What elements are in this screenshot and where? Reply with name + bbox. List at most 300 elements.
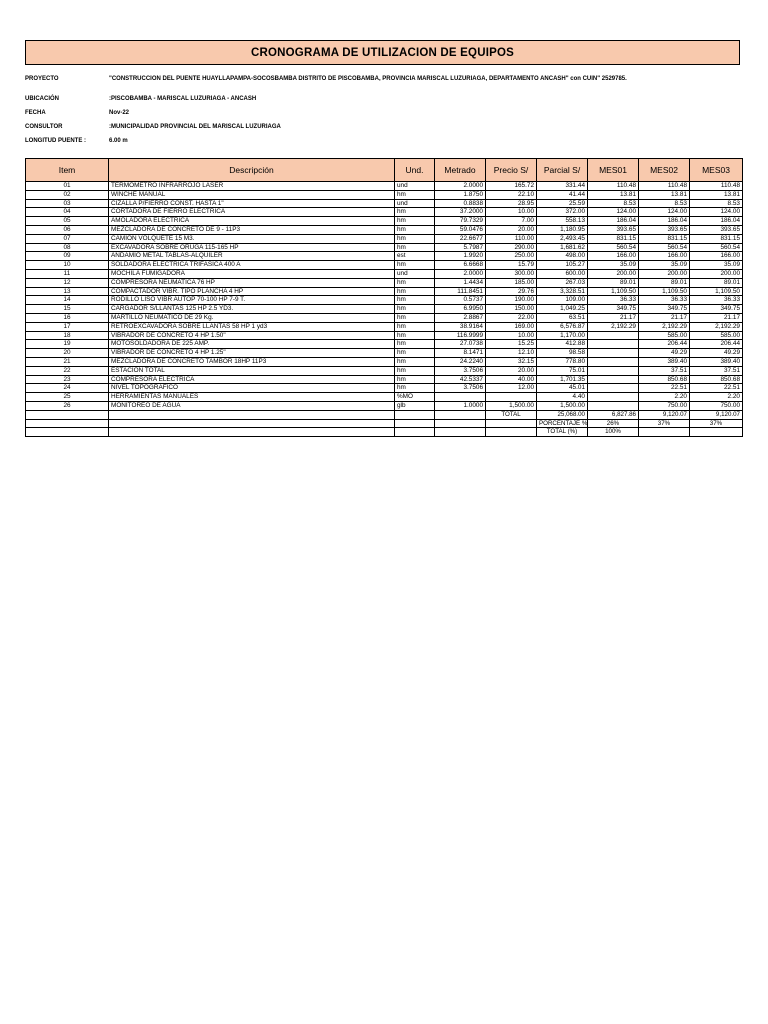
table-row bbox=[26, 305, 743, 314]
cell-description: CIZALLA P/FIERRO CONST. HASTA 1" bbox=[109, 199, 395, 208]
col-header-item: Item bbox=[26, 159, 109, 182]
total-label: TOTAL bbox=[486, 410, 537, 419]
cell-mes02: 850.68 bbox=[639, 375, 690, 384]
cell-description: VIBRADOR DE CONCRETO 4 HP 1.50" bbox=[109, 331, 395, 340]
cell-unit: hm bbox=[395, 208, 435, 217]
cell-item: 14 bbox=[26, 296, 109, 305]
cell-precio: 20.00 bbox=[486, 225, 537, 234]
cell-mes02: 831.15 bbox=[639, 234, 690, 243]
cell-description: CORTADORA DE FIERRO ELECTRICA bbox=[109, 208, 395, 217]
cell-parcial: 267.03 bbox=[537, 278, 588, 287]
meta-row-proyecto bbox=[25, 76, 740, 85]
cell-mes02: 1,109.50 bbox=[639, 287, 690, 296]
cell-precio: 28.95 bbox=[486, 199, 537, 208]
cell-parcial: 778.80 bbox=[537, 357, 588, 366]
cell-unit: hm bbox=[395, 340, 435, 349]
cell-unit: hm bbox=[395, 217, 435, 226]
cell-precio: 110.00 bbox=[486, 234, 537, 243]
cell-unit: %MO bbox=[395, 393, 435, 402]
cell-item: 11 bbox=[26, 269, 109, 278]
table-row bbox=[26, 182, 743, 191]
meta-label-fecha: FECHA bbox=[25, 110, 46, 116]
table-row bbox=[26, 401, 743, 410]
cell-metrado: 2.0000 bbox=[435, 182, 486, 191]
cell-description: MARTILLO NEUMATICO DE 29 Kg. bbox=[109, 313, 395, 322]
meta-row-consultor bbox=[25, 124, 740, 133]
cell-mes03: 37.51 bbox=[690, 366, 743, 375]
cell-parcial: 45.01 bbox=[537, 384, 588, 393]
cell-mes01: 36.33 bbox=[588, 296, 639, 305]
meta-value-ubicacion: :PISCOBAMBA - MARISCAL LUZURIAGA - ANCASH bbox=[109, 96, 257, 102]
cell-item: 10 bbox=[26, 261, 109, 270]
cell-precio: 22.00 bbox=[486, 313, 537, 322]
cell-mes02: 2,192.29 bbox=[639, 322, 690, 331]
cell-item: 24 bbox=[26, 384, 109, 393]
cell-mes01: 560.54 bbox=[588, 243, 639, 252]
cell-unit: hm bbox=[395, 278, 435, 287]
cell-item: 16 bbox=[26, 313, 109, 322]
cell-item: 03 bbox=[26, 199, 109, 208]
cell-unit: hm bbox=[395, 349, 435, 358]
cell-mes03: 124.00 bbox=[690, 208, 743, 217]
cell-item: 02 bbox=[26, 190, 109, 199]
cell-parcial: 63.51 bbox=[537, 313, 588, 322]
cell-mes01: 89.01 bbox=[588, 278, 639, 287]
cell-mes02: 49.29 bbox=[639, 349, 690, 358]
equipment-schedule-table bbox=[25, 158, 743, 437]
total-percentage-value: 100% bbox=[588, 428, 639, 437]
cell-metrado: 38.9164 bbox=[435, 322, 486, 331]
cell-unit: hm bbox=[395, 322, 435, 331]
cell-metrado: 116.9999 bbox=[435, 331, 486, 340]
cell-unit: hm bbox=[395, 305, 435, 314]
cell-description: RETROEXCAVADORA SOBRE LLANTAS 58 HP 1 yd3 bbox=[109, 322, 395, 331]
percentage-mes01: 26% bbox=[588, 419, 639, 428]
cell-parcial: 75.01 bbox=[537, 366, 588, 375]
cell-item: 06 bbox=[26, 225, 109, 234]
cell-metrado: 2.8867 bbox=[435, 313, 486, 322]
cell-mes01 bbox=[588, 349, 639, 358]
document-title-box bbox=[25, 40, 740, 65]
cell-mes01: 349.75 bbox=[588, 305, 639, 314]
cell-mes03: 13.81 bbox=[690, 190, 743, 199]
cell-item: 22 bbox=[26, 366, 109, 375]
cell-mes03: 36.33 bbox=[690, 296, 743, 305]
total-mes01: 6,827.86 bbox=[588, 410, 639, 419]
cell-unit: hm bbox=[395, 313, 435, 322]
table-row bbox=[26, 208, 743, 217]
total-spacer bbox=[109, 410, 395, 419]
totpct-spacer bbox=[690, 428, 743, 437]
cell-mes03: 1,109.50 bbox=[690, 287, 743, 296]
cell-mes01: 124.00 bbox=[588, 208, 639, 217]
cell-unit: und bbox=[395, 199, 435, 208]
totpct-spacer bbox=[486, 428, 537, 437]
cell-mes02: 2.20 bbox=[639, 393, 690, 402]
meta-value-consultor: :MUNICIPALIDAD PROVINCIAL DEL MARISCAL LUZURIAGA bbox=[109, 124, 281, 130]
cell-item: 05 bbox=[26, 217, 109, 226]
cell-mes03: 349.75 bbox=[690, 305, 743, 314]
meta-row-longitud-puente bbox=[25, 138, 740, 147]
cell-item: 19 bbox=[26, 340, 109, 349]
cell-metrado bbox=[435, 393, 486, 402]
cell-mes01 bbox=[588, 375, 639, 384]
cell-mes02: 21.17 bbox=[639, 313, 690, 322]
table-row bbox=[26, 190, 743, 199]
cell-description: ESTACION TOTAL bbox=[109, 366, 395, 375]
table-row bbox=[26, 278, 743, 287]
total-spacer bbox=[435, 410, 486, 419]
cell-precio bbox=[486, 393, 537, 402]
cell-precio: 250.00 bbox=[486, 252, 537, 261]
table-row bbox=[26, 393, 743, 402]
cell-mes02: 22.51 bbox=[639, 384, 690, 393]
cell-precio: 32.15 bbox=[486, 357, 537, 366]
cell-parcial: 331.44 bbox=[537, 182, 588, 191]
cell-item: 09 bbox=[26, 252, 109, 261]
cell-precio: 185.00 bbox=[486, 278, 537, 287]
cell-metrado: 0.5737 bbox=[435, 296, 486, 305]
cell-mes02: 89.01 bbox=[639, 278, 690, 287]
cell-mes02: 750.00 bbox=[639, 401, 690, 410]
cell-mes02: 110.48 bbox=[639, 182, 690, 191]
cell-parcial: 600.00 bbox=[537, 269, 588, 278]
cell-description: CAMION VOLQUETE 15 M3. bbox=[109, 234, 395, 243]
meta-value-fecha: Nov-22 bbox=[109, 110, 130, 116]
cell-mes03: 22.51 bbox=[690, 384, 743, 393]
cell-mes01: 166.00 bbox=[588, 252, 639, 261]
total-row bbox=[26, 410, 743, 419]
cell-precio: 7.00 bbox=[486, 217, 537, 226]
cell-metrado: 59.0476 bbox=[435, 225, 486, 234]
cell-mes02: 35.09 bbox=[639, 261, 690, 270]
cell-precio: 150.00 bbox=[486, 305, 537, 314]
total-spacer bbox=[26, 410, 109, 419]
cell-mes03: 393.65 bbox=[690, 225, 743, 234]
table-header-row bbox=[26, 159, 743, 182]
pct-spacer bbox=[26, 419, 109, 428]
meta-label-proyecto: PROYECTO bbox=[25, 76, 59, 82]
cell-parcial: 3,328.51 bbox=[537, 287, 588, 296]
cell-parcial: 105.27 bbox=[537, 261, 588, 270]
cell-parcial: 25.59 bbox=[537, 199, 588, 208]
cell-precio: 165.72 bbox=[486, 182, 537, 191]
cell-mes02: 186.04 bbox=[639, 217, 690, 226]
cell-precio: 15.25 bbox=[486, 340, 537, 349]
table-row bbox=[26, 217, 743, 226]
table-row bbox=[26, 349, 743, 358]
cell-unit: und bbox=[395, 182, 435, 191]
table-row bbox=[26, 366, 743, 375]
cell-unit: hm bbox=[395, 384, 435, 393]
cell-unit: hm bbox=[395, 296, 435, 305]
table-row bbox=[26, 313, 743, 322]
cell-metrado: 2.0000 bbox=[435, 269, 486, 278]
cell-metrado: 27.0738 bbox=[435, 340, 486, 349]
cell-item: 01 bbox=[26, 182, 109, 191]
total-percentage-row bbox=[26, 428, 743, 437]
meta-row-fecha bbox=[25, 110, 740, 119]
cell-parcial: 98.58 bbox=[537, 349, 588, 358]
cell-mes03: 49.29 bbox=[690, 349, 743, 358]
cell-mes03: 89.01 bbox=[690, 278, 743, 287]
cell-parcial: 558.13 bbox=[537, 217, 588, 226]
cell-precio: 40.00 bbox=[486, 375, 537, 384]
cell-item: 21 bbox=[26, 357, 109, 366]
table-row bbox=[26, 296, 743, 305]
cell-parcial: 1,701.35 bbox=[537, 375, 588, 384]
pct-spacer bbox=[395, 419, 435, 428]
cell-description: TERMOMETRO INFRARROJO LASER bbox=[109, 182, 395, 191]
cell-item: 08 bbox=[26, 243, 109, 252]
cell-precio: 10.00 bbox=[486, 331, 537, 340]
meta-label-consultor: CONSULTOR bbox=[25, 124, 63, 130]
cell-mes01 bbox=[588, 384, 639, 393]
cell-unit: hm bbox=[395, 243, 435, 252]
cell-mes03: 35.09 bbox=[690, 261, 743, 270]
cell-description: MEZCLADORA DE CONCRETO TAMBOR 18HP 11P3 bbox=[109, 357, 395, 366]
cell-description: EXCAVADORA SOBRE ORUGA 115-165 HP bbox=[109, 243, 395, 252]
cell-item: 26 bbox=[26, 401, 109, 410]
cell-precio: 12.10 bbox=[486, 349, 537, 358]
cell-description: MOTOSOLDADORA DE 225 AMP. bbox=[109, 340, 395, 349]
total-mes02: 9,120.07 bbox=[639, 410, 690, 419]
meta-value-longitud-puente: 6.00 m bbox=[109, 138, 128, 144]
cell-parcial: 1,049.25 bbox=[537, 305, 588, 314]
total-parcial: 25,068.00 bbox=[537, 410, 588, 419]
percentage-label: PORCENTAJE % bbox=[537, 419, 588, 428]
col-header-precio: Precio S/ bbox=[486, 159, 537, 182]
cell-parcial: 2,493.45 bbox=[537, 234, 588, 243]
cell-parcial: 1,180.95 bbox=[537, 225, 588, 234]
cell-precio: 1,500.00 bbox=[486, 401, 537, 410]
table-row bbox=[26, 243, 743, 252]
cell-metrado: 0.8838 bbox=[435, 199, 486, 208]
cell-mes01 bbox=[588, 366, 639, 375]
cell-mes03: 186.04 bbox=[690, 217, 743, 226]
cell-mes03: 21.17 bbox=[690, 313, 743, 322]
cell-parcial: 41.44 bbox=[537, 190, 588, 199]
cell-mes03: 200.00 bbox=[690, 269, 743, 278]
cell-description: COMPRESORA NEUMATICA 76 HP bbox=[109, 278, 395, 287]
total-mes03: 9,120.07 bbox=[690, 410, 743, 419]
cell-precio: 12.00 bbox=[486, 384, 537, 393]
totpct-spacer bbox=[109, 428, 395, 437]
cell-description: COMPACTADOR VIBR. TIPO PLANCHA 4 HP bbox=[109, 287, 395, 296]
table-row bbox=[26, 384, 743, 393]
cell-mes03: 166.00 bbox=[690, 252, 743, 261]
cell-metrado: 3.7506 bbox=[435, 384, 486, 393]
cell-precio: 300.00 bbox=[486, 269, 537, 278]
table-row bbox=[26, 331, 743, 340]
cell-mes03: 206.44 bbox=[690, 340, 743, 349]
cell-precio: 29.76 bbox=[486, 287, 537, 296]
cell-unit: hm bbox=[395, 234, 435, 243]
cell-mes01: 2,192.29 bbox=[588, 322, 639, 331]
table-row bbox=[26, 261, 743, 270]
meta-label-longitud-puente: LONGITUD PUENTE : bbox=[25, 138, 86, 144]
cell-mes03: 585.00 bbox=[690, 331, 743, 340]
table-row bbox=[26, 375, 743, 384]
cell-metrado: 1.4434 bbox=[435, 278, 486, 287]
cell-mes01 bbox=[588, 357, 639, 366]
cell-mes02: 389.40 bbox=[639, 357, 690, 366]
totpct-spacer bbox=[26, 428, 109, 437]
cell-metrado: 8.1471 bbox=[435, 349, 486, 358]
cell-mes01 bbox=[588, 393, 639, 402]
cell-unit: hm bbox=[395, 261, 435, 270]
cell-precio: 190.00 bbox=[486, 296, 537, 305]
cell-metrado: 1.8750 bbox=[435, 190, 486, 199]
col-header-description: Descripción bbox=[109, 159, 395, 182]
meta-value-proyecto: "CONSTRUCCION DEL PUENTE HUAYLLAPAMPA-SOCOSBAMBA DISTRITO DE PISCOBAMBA, PROVINCIA MARISCAL LUZURIAGA, DEPARTAMENTO ANCASH" con CUIN" 2529785. bbox=[109, 76, 627, 82]
totpct-spacer bbox=[435, 428, 486, 437]
cell-metrado: 1.0000 bbox=[435, 401, 486, 410]
table-row bbox=[26, 269, 743, 278]
cell-unit: und bbox=[395, 269, 435, 278]
table-row bbox=[26, 357, 743, 366]
cell-parcial: 6,576.87 bbox=[537, 322, 588, 331]
cell-item: 23 bbox=[26, 375, 109, 384]
cell-unit: hm bbox=[395, 225, 435, 234]
cell-unit: hm bbox=[395, 331, 435, 340]
col-header-parcial: Parcial S/ bbox=[537, 159, 588, 182]
meta-label-ubicacion: UBICACIÓN bbox=[25, 96, 59, 102]
cell-metrado: 6.9950 bbox=[435, 305, 486, 314]
cell-metrado: 1.9920 bbox=[435, 252, 486, 261]
cell-mes02: 8.53 bbox=[639, 199, 690, 208]
cell-mes01: 21.17 bbox=[588, 313, 639, 322]
cell-precio: 20.00 bbox=[486, 366, 537, 375]
percentage-mes02: 37% bbox=[639, 419, 690, 428]
cell-parcial: 1,500.00 bbox=[537, 401, 588, 410]
cell-mes01 bbox=[588, 340, 639, 349]
totpct-spacer bbox=[395, 428, 435, 437]
cell-mes02: 124.00 bbox=[639, 208, 690, 217]
cell-description: NIVEL TOPOGRAFICO bbox=[109, 384, 395, 393]
cell-parcial: 109.00 bbox=[537, 296, 588, 305]
percentage-mes03: 37% bbox=[690, 419, 743, 428]
cell-unit: hm bbox=[395, 357, 435, 366]
cell-mes03: 8.53 bbox=[690, 199, 743, 208]
cell-unit: hm bbox=[395, 190, 435, 199]
cell-precio: 15.79 bbox=[486, 261, 537, 270]
cell-item: 12 bbox=[26, 278, 109, 287]
pct-spacer bbox=[435, 419, 486, 428]
cell-item: 07 bbox=[26, 234, 109, 243]
pct-spacer bbox=[109, 419, 395, 428]
cell-description: WINCHE MANUAL bbox=[109, 190, 395, 199]
cell-metrado: 22.6677 bbox=[435, 234, 486, 243]
cell-metrado: 42.5337 bbox=[435, 375, 486, 384]
table-row bbox=[26, 322, 743, 331]
cell-mes03: 389.40 bbox=[690, 357, 743, 366]
table-row bbox=[26, 225, 743, 234]
cell-description: COMPRESORA ELECTRICA bbox=[109, 375, 395, 384]
col-header-mes03: MES03 bbox=[690, 159, 743, 182]
cell-item: 15 bbox=[26, 305, 109, 314]
cell-description: MONITOREO DE AGUA bbox=[109, 401, 395, 410]
table-row bbox=[26, 234, 743, 243]
cell-description: AMOLADORA ELECTRICA bbox=[109, 217, 395, 226]
cell-metrado: 111.8451 bbox=[435, 287, 486, 296]
table-row bbox=[26, 287, 743, 296]
cell-description: CARGADOR S/LLANTAS 125 HP 2.5 YD3. bbox=[109, 305, 395, 314]
pct-spacer bbox=[486, 419, 537, 428]
cell-mes03: 750.00 bbox=[690, 401, 743, 410]
cell-mes01: 1,109.50 bbox=[588, 287, 639, 296]
cell-description: HERRAMIENTAS MANUALES bbox=[109, 393, 395, 402]
cell-mes02: 37.51 bbox=[639, 366, 690, 375]
cell-parcial: 4.40 bbox=[537, 393, 588, 402]
total-percentage-label: TOTAL (%) bbox=[537, 428, 588, 437]
cell-precio: 22.10 bbox=[486, 190, 537, 199]
cell-description: ANDAMIO METAL TABLAS-ALQUILER bbox=[109, 252, 395, 261]
meta-row-ubicacion bbox=[25, 96, 740, 105]
cell-mes03: 850.68 bbox=[690, 375, 743, 384]
cell-mes01: 393.65 bbox=[588, 225, 639, 234]
cell-metrado: 5.7987 bbox=[435, 243, 486, 252]
col-header-mes02: MES02 bbox=[639, 159, 690, 182]
cell-description: MOCHILA FUMIGADORA bbox=[109, 269, 395, 278]
cell-unit: hm bbox=[395, 287, 435, 296]
cell-item: 20 bbox=[26, 349, 109, 358]
cell-item: 18 bbox=[26, 331, 109, 340]
cell-mes03: 560.54 bbox=[690, 243, 743, 252]
cell-mes03: 2.20 bbox=[690, 393, 743, 402]
col-header-unit: Und. bbox=[395, 159, 435, 182]
cell-mes02: 36.33 bbox=[639, 296, 690, 305]
cell-parcial: 1,170.00 bbox=[537, 331, 588, 340]
cell-mes02: 200.00 bbox=[639, 269, 690, 278]
cell-precio: 290.00 bbox=[486, 243, 537, 252]
total-spacer bbox=[395, 410, 435, 419]
cell-item: 25 bbox=[26, 393, 109, 402]
cell-metrado: 79.7329 bbox=[435, 217, 486, 226]
cell-mes02: 13.81 bbox=[639, 190, 690, 199]
col-header-mes01: MES01 bbox=[588, 159, 639, 182]
cell-parcial: 1,681.62 bbox=[537, 243, 588, 252]
cell-mes02: 166.00 bbox=[639, 252, 690, 261]
cell-unit: hm bbox=[395, 366, 435, 375]
totpct-spacer bbox=[639, 428, 690, 437]
cell-unit: hm bbox=[395, 375, 435, 384]
cell-mes02: 560.54 bbox=[639, 243, 690, 252]
cell-mes02: 349.75 bbox=[639, 305, 690, 314]
cell-mes01: 8.53 bbox=[588, 199, 639, 208]
col-header-metrado: Metrado bbox=[435, 159, 486, 182]
cell-mes01: 200.00 bbox=[588, 269, 639, 278]
cell-mes01: 13.81 bbox=[588, 190, 639, 199]
cell-mes03: 831.15 bbox=[690, 234, 743, 243]
cell-description: VIBRADOR DE CONCRETO 4 HP 1.25" bbox=[109, 349, 395, 358]
cell-mes01: 831.15 bbox=[588, 234, 639, 243]
cell-unit: glb bbox=[395, 401, 435, 410]
cell-mes02: 585.00 bbox=[639, 331, 690, 340]
cell-mes01: 110.48 bbox=[588, 182, 639, 191]
percentage-row bbox=[26, 419, 743, 428]
cell-item: 13 bbox=[26, 287, 109, 296]
cell-item: 17 bbox=[26, 322, 109, 331]
cell-mes01 bbox=[588, 331, 639, 340]
cell-item: 04 bbox=[26, 208, 109, 217]
cell-parcial: 498.00 bbox=[537, 252, 588, 261]
cell-mes02: 206.44 bbox=[639, 340, 690, 349]
cell-mes01: 186.04 bbox=[588, 217, 639, 226]
table-row bbox=[26, 340, 743, 349]
cell-mes03: 110.48 bbox=[690, 182, 743, 191]
table-row bbox=[26, 199, 743, 208]
